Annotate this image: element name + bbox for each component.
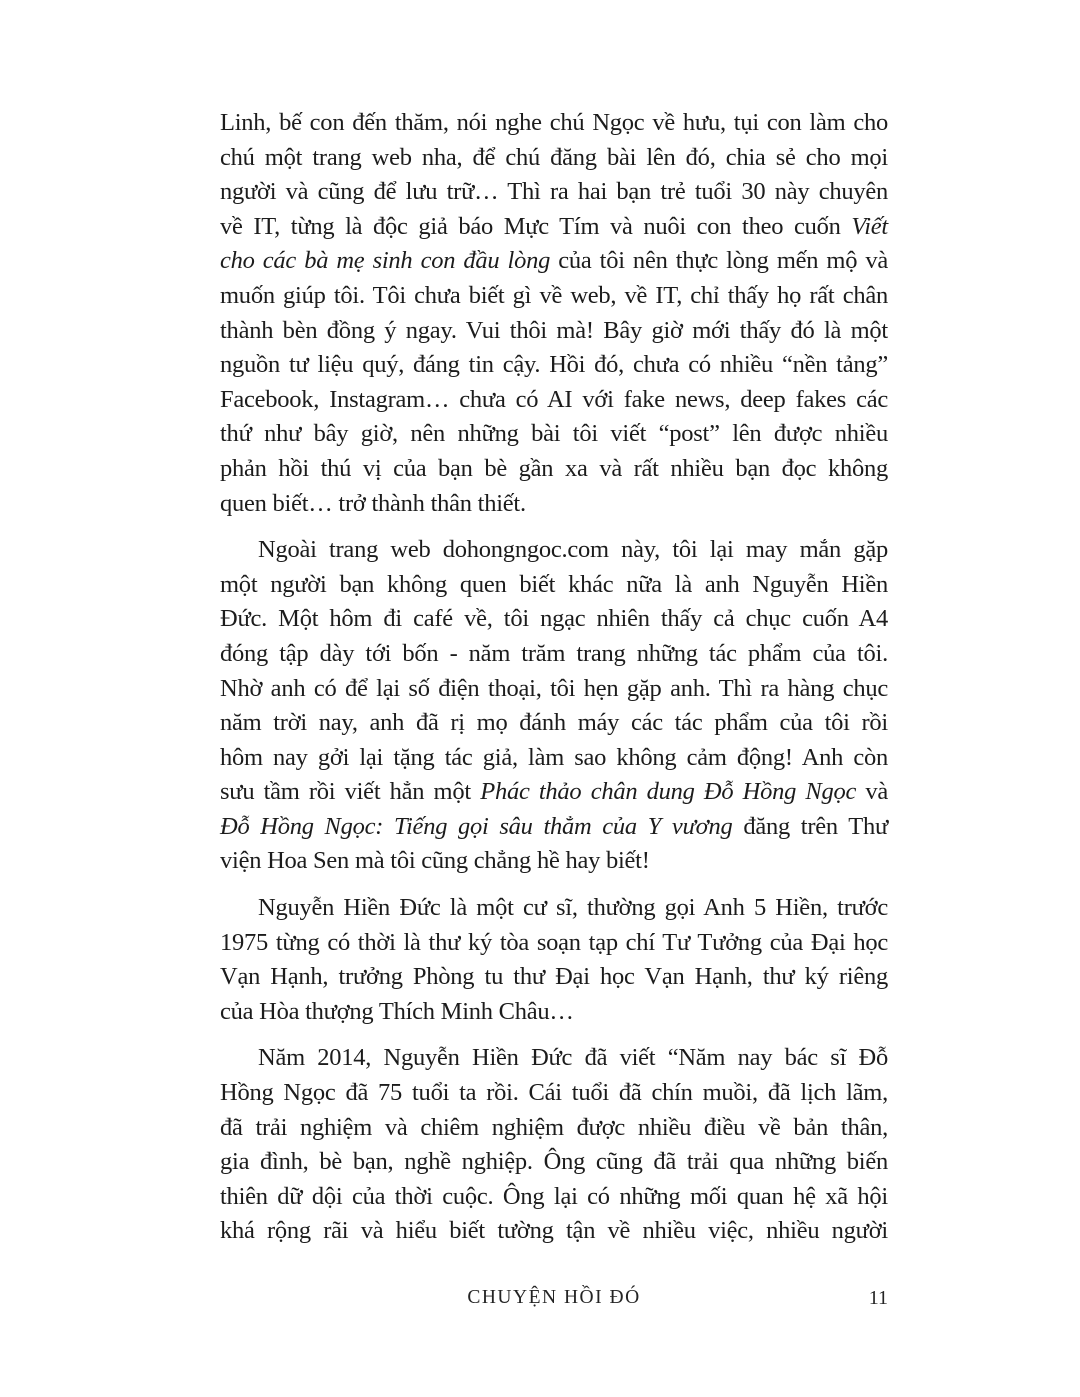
book-title-italic: Đỗ Hồng Ngọc: Tiếng gọi sâu thẳm của Y vương bbox=[220, 812, 733, 840]
text-segment: quen biết… trở thành thân thiết. bbox=[220, 489, 526, 517]
text-line bbox=[220, 637, 888, 672]
text-line bbox=[220, 106, 888, 141]
text-line bbox=[220, 775, 888, 810]
text-segment: 1975 từng có thời là thư ký tòa soạn tạp chí Tư Tưởng của Đại học bbox=[220, 928, 888, 956]
text-line bbox=[220, 706, 888, 741]
text-segment: gia đình, bè bạn, nghề nghiệp. Ông cũng đã trải qua những biến bbox=[220, 1148, 888, 1176]
text-segment: chú một trang web nha, để chú đăng bài lên đó, chia sẻ cho mọi bbox=[220, 143, 888, 171]
text-line bbox=[220, 741, 888, 776]
paragraph bbox=[220, 891, 888, 1029]
text-segment: khá rộng rãi và hiểu biết tường tận về nhiều việc, nhiều người bbox=[220, 1217, 888, 1245]
text-line bbox=[220, 1145, 888, 1180]
text-line bbox=[220, 487, 888, 522]
text-line bbox=[220, 844, 888, 879]
paragraph bbox=[220, 106, 888, 521]
text-line bbox=[220, 672, 888, 707]
text-segment: của Hòa thượng Thích Minh Châu… bbox=[220, 997, 574, 1025]
text-segment: Vạn Hạnh, trưởng Phòng tu thư Đại học Vạn Hạnh, thư ký riêng bbox=[220, 963, 888, 991]
text-line bbox=[220, 1111, 888, 1146]
page-number: 11 bbox=[868, 1287, 888, 1309]
text-line bbox=[220, 1180, 888, 1215]
text-segment: Nguyễn Hiền Đức là một cư sĩ, thường gọi Anh 5 Hiền, trước bbox=[258, 894, 888, 922]
body-text bbox=[220, 106, 888, 1261]
text-segment: thiên dữ dội của thời cuộc. Ông lại có những mối quan hệ xã hội bbox=[220, 1182, 888, 1210]
text-segment: hôm nay gởi lại tặng tác giả, làm sao không cảm động! Anh còn bbox=[220, 743, 888, 771]
text-segment: về IT, từng là độc giả báo Mực Tím và nuôi con theo cuốn bbox=[220, 212, 852, 240]
text-line bbox=[220, 1076, 888, 1111]
text-line bbox=[220, 960, 888, 995]
text-line bbox=[220, 891, 888, 926]
text-line bbox=[220, 244, 888, 279]
text-line bbox=[220, 279, 888, 314]
text-segment: Hồng Ngọc đã 75 tuổi ta rồi. Cái tuổi đã chín muồi, đã lịch lãm, bbox=[220, 1079, 888, 1107]
book-title-italic: cho các bà mẹ sinh con đầu lòng bbox=[220, 247, 551, 275]
text-segment: một người bạn không quen biết khác nữa là anh Nguyễn Hiền bbox=[220, 570, 888, 598]
text-line bbox=[220, 995, 888, 1030]
text-segment: người và cũng để lưu trữ… Thì ra hai bạn trẻ tuổi 30 này chuyên bbox=[220, 178, 888, 206]
text-segment: Nhờ anh có để lại số điện thoại, tôi hẹn gặp anh. Thì ra hàng chục bbox=[220, 674, 888, 702]
text-segment: sưu tầm rồi viết hẳn một bbox=[220, 778, 481, 806]
text-line bbox=[220, 141, 888, 176]
text-segment: và bbox=[856, 778, 888, 806]
text-segment: Năm 2014, Nguyễn Hiền Đức đã viết “Năm nay bác sĩ Đỗ bbox=[258, 1044, 888, 1072]
text-segment: nguồn tư liệu quý, đáng tin cậy. Hồi đó, chưa có nhiều “nền tảng” bbox=[220, 351, 888, 379]
page-footer bbox=[220, 1286, 888, 1312]
paragraph bbox=[220, 1041, 888, 1249]
text-segment: Đức. Một hôm đi café về, tôi ngạc nhiên thấy cả chục cuốn A4 bbox=[220, 605, 888, 633]
text-segment: đóng tập dày tới bốn - năm trăm trang những tác phẩm của tôi. bbox=[220, 639, 888, 667]
text-line bbox=[220, 1214, 888, 1249]
book-title-italic: Phác thảo chân dung Đỗ Hồng Ngọc bbox=[480, 778, 857, 806]
text-segment: viện Hoa Sen mà tôi cũng chẳng hề hay biết! bbox=[220, 847, 650, 875]
text-line bbox=[220, 348, 888, 383]
text-line bbox=[220, 175, 888, 210]
text-line bbox=[220, 568, 888, 603]
text-segment: năm trời nay, anh đã rị mọ đánh máy các tác phẩm của tôi rồi bbox=[220, 709, 888, 737]
text-line bbox=[220, 1041, 888, 1076]
text-segment: Linh, bế con đến thăm, nói nghe chú Ngọc về hưu, tụi con làm cho bbox=[220, 109, 888, 136]
text-segment: phản hồi thú vị của bạn bè gần xa và rất nhiều bạn đọc không bbox=[220, 454, 888, 482]
text-segment: Facebook, Instagram… chưa có AI với fake news, deep fakes các bbox=[220, 385, 888, 413]
text-line bbox=[220, 417, 888, 452]
text-segment: đăng trên Thư bbox=[732, 812, 888, 840]
book-title-italic: Viết bbox=[851, 212, 888, 240]
paragraph bbox=[220, 533, 888, 879]
text-segment: Ngoài trang web dohongngoc.com này, tôi lại may mắn gặp bbox=[258, 536, 888, 564]
text-line bbox=[220, 314, 888, 349]
running-title: CHUYỆN HỒI ĐÓ bbox=[467, 1287, 641, 1308]
text-segment: thành bèn đồng ý ngay. Vui thôi mà! Bây giờ mới thấy đó là một bbox=[220, 316, 888, 344]
text-segment: muốn giúp tôi. Tôi chưa biết gì về web, về IT, chỉ thấy họ rất chân bbox=[220, 281, 888, 309]
text-line bbox=[220, 533, 888, 568]
text-line bbox=[220, 810, 888, 845]
text-line bbox=[220, 383, 888, 418]
text-segment: đã trải nghiệm và chiêm nghiệm được nhiều điều về bản thân, bbox=[220, 1113, 888, 1141]
text-segment: của tôi nên thực lòng mến mộ và bbox=[550, 247, 889, 275]
text-segment: thứ như bây giờ, nên những bài tôi viết “post” lên được nhiều bbox=[220, 420, 888, 448]
text-line bbox=[220, 602, 888, 637]
text-line bbox=[220, 210, 888, 245]
text-line bbox=[220, 926, 888, 961]
text-line bbox=[220, 452, 888, 487]
